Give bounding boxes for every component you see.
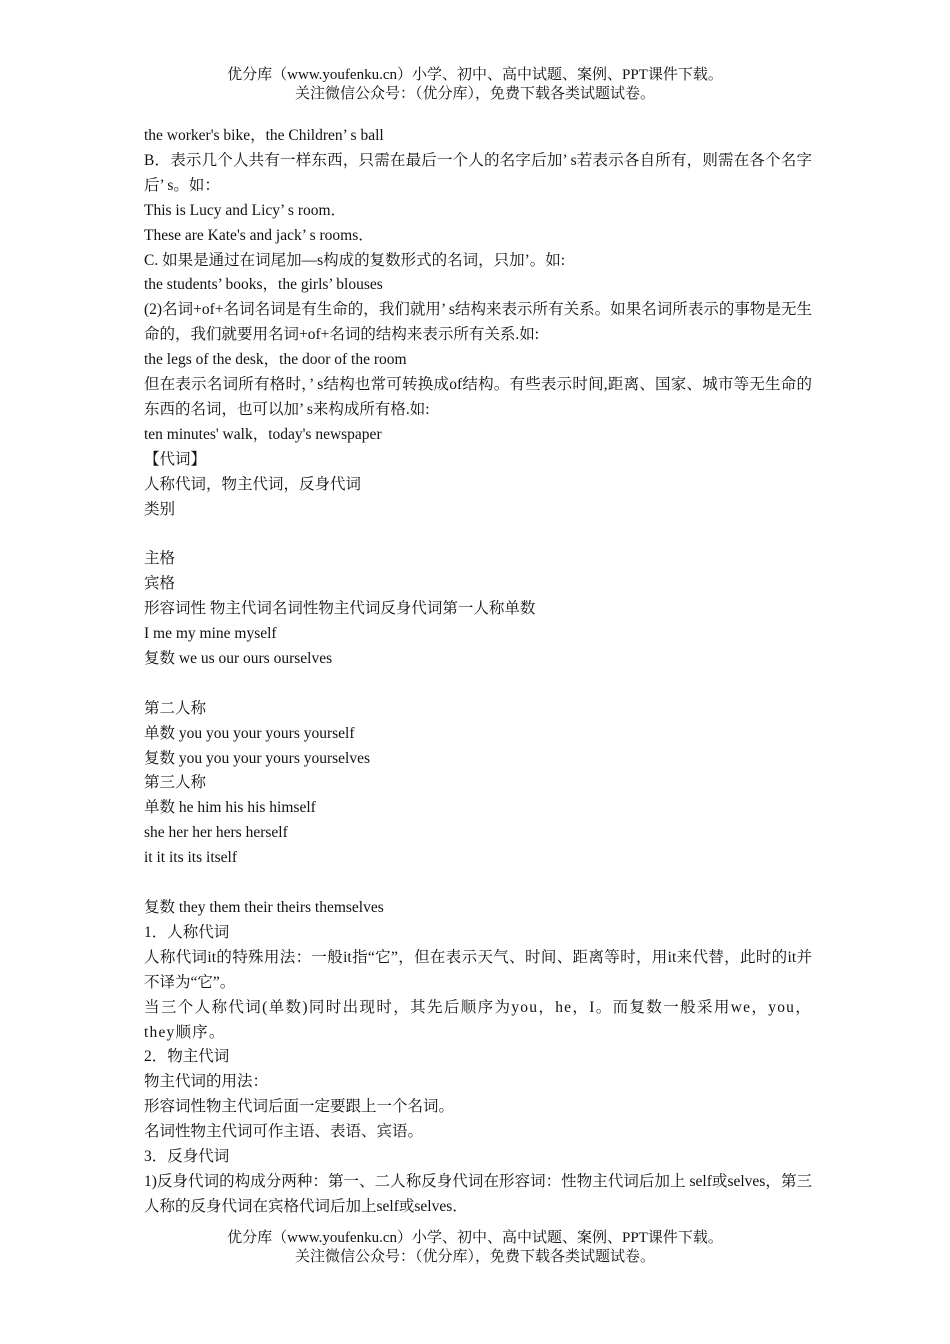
text-line: 物主代词的用法： [144, 1073, 269, 1091]
text-line: 复数 you you your yours yourselves [144, 749, 371, 767]
text-paragraph: 但在表示名词所有格时，’ s结构也常可转换成of结构。有些表示时间,距离、国家、城市等无生命的东西的名词，也可以加’ s来构成所有格.如: [144, 376, 812, 418]
text-paragraph: 当三个人称代词(单数)同时出现时，其先后顺序为you，he，I。而复数一般采用we，you，they顺序。 [144, 998, 812, 1041]
text-line: 形容词性 物主代词名词性物主代词反身代词第一人称单数 [144, 600, 536, 618]
text-paragraph: 人称代词it的特殊用法：一般it指“它”，但在表示天气、时间、距离等时，用it来代替，此时的it并不译为“它”。 [144, 948, 812, 991]
text-line: 形容词性物主代词后面一定要跟上一个名词。 [144, 1098, 455, 1116]
text-paragraph: B．表示几个人共有一样东西，只需在最后一个人的名字后加’ s若表示各自所有，则需在各个名字后’ s。如： [144, 151, 812, 194]
text-line: 名词性物主代词可作主语、表语、宾语。 [144, 1123, 424, 1141]
text-line: 人称代词，物主代词，反身代词 [144, 475, 362, 493]
text-line: 单数 you you your yours yourself [144, 724, 355, 742]
blank-line [144, 871, 812, 896]
text-line: 第二人称 [144, 699, 207, 717]
text-line: C. 如果是通过在词尾加—s构成的复数形式的名词，只加’。如: [144, 251, 566, 269]
text-line: 复数 they them their theirs themselves [144, 899, 384, 916]
section-heading: 3．反身代词 [144, 1148, 230, 1166]
text-line: the worker's bike，the Children’ s ball [144, 127, 384, 144]
text-line: This is Lucy and Licy’ s room． [144, 201, 347, 219]
blank-line [144, 672, 812, 697]
section-heading: 【代词】 [144, 450, 207, 468]
text-line: ten minutes' walk，today's newspaper [144, 425, 382, 443]
text-line: the students’ books，the girls’ blouses [144, 276, 383, 294]
page-header [0, 66, 950, 104]
text-line: it it its its itself [144, 849, 238, 867]
header-line-2: 关注微信公众号：（优分库），免费下载各类试题试卷。 [294, 86, 655, 102]
text-line: 复数 we us our ours ourselves [144, 649, 333, 667]
footer-line-1: 优分库（www.youfenku.cn）小学、初中、高中试题、案例、PPT课件下载。 [227, 1230, 723, 1246]
page-footer [0, 1229, 950, 1267]
text-paragraph: (2)名词+of+名词名词是有生命的，我们就用’ s结构来表示所有关系。如果名词所表示的事物是无生命的，我们就要用名词+of+名词的结构来表示所有关系.如: [144, 301, 812, 344]
text-line: 类别 [144, 500, 176, 518]
text-line: 单数 he him his his himself [144, 799, 316, 817]
text-line: 主格 [144, 550, 176, 568]
section-heading: 2．物主代词 [144, 1048, 230, 1066]
text-line: she her her hers herself [144, 824, 288, 842]
text-line: I me my mine myself [144, 625, 277, 643]
section-heading: 1．人称代词 [144, 923, 230, 941]
document-body [144, 124, 812, 1220]
text-line: 第三人称 [144, 774, 207, 792]
header-line-1: 优分库（www.youfenku.cn）小学、初中、高中试题、案例、PPT课件下载。 [227, 67, 723, 83]
text-line: 宾格 [144, 575, 176, 593]
text-line: These are Kate's and jack’ s rooms． [144, 226, 374, 244]
footer-line-2: 关注微信公众号：（优分库），免费下载各类试题试卷。 [294, 1249, 655, 1265]
text-line: the legs of the desk，the door of the room [144, 351, 407, 369]
text-paragraph: 1)反身代词的构成分两种：第一、二人称反身代词在形容词：性物主代词后加上 self或selves，第三人称的反身代词在宾格代词后加上self或selves． [144, 1172, 812, 1215]
blank-line [144, 522, 812, 547]
